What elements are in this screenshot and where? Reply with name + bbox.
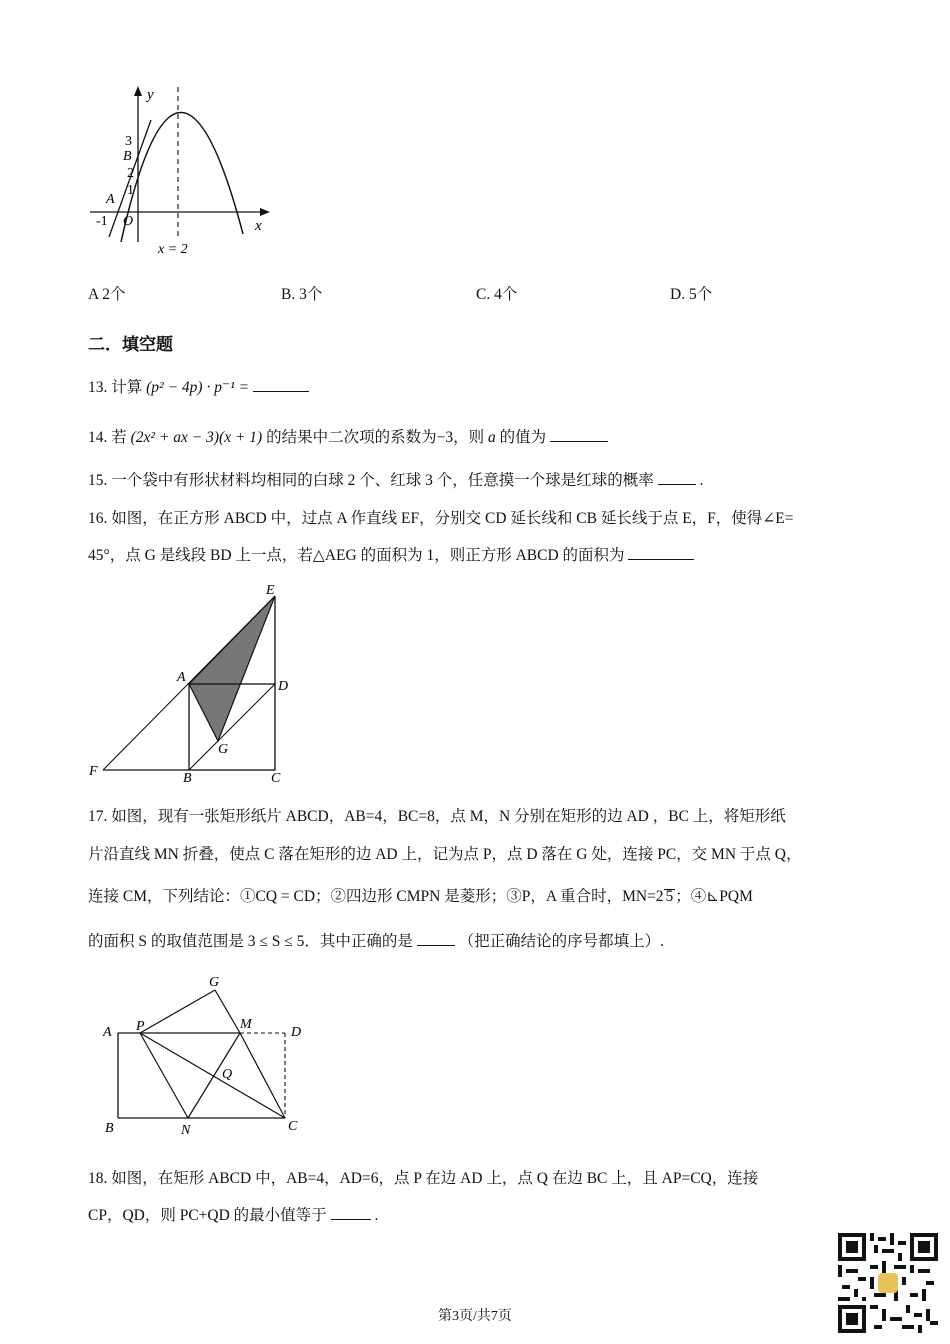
line-PC: [140, 1033, 285, 1118]
option-d: D. 5个: [670, 286, 713, 303]
q16-line-2-text: 45°，点 G 是线段 BD 上一点，若△AEG 的面积为 1，则正方形 ABCD 的面积为: [88, 547, 625, 564]
q18-answer-blank[interactable]: [331, 1205, 371, 1220]
fig17-label-D: D: [291, 1025, 302, 1040]
fig17-label-G: G: [209, 975, 220, 990]
option-b: B. 3个: [281, 286, 323, 303]
fig17-label-A: A: [103, 1025, 112, 1040]
q14-expression: (2x² + ax − 3)(x + 1): [130, 429, 263, 446]
line-NM: [188, 1033, 240, 1118]
q17-line-4b: （把正确结论的序号都填上）.: [458, 933, 665, 950]
figure-16: [85, 578, 305, 788]
fig17-label-M: M: [240, 1017, 252, 1032]
figure-17: [95, 970, 325, 1140]
label-B: B: [123, 149, 132, 164]
q17-line-3: [88, 884, 753, 906]
q16-line-2: [88, 543, 694, 565]
fig16-label-A: A: [177, 670, 186, 685]
q17-sqrt-5: 5: [665, 888, 674, 905]
q18-line-2a: CP，QD，则 PC+QD 的最小值等于: [88, 1207, 327, 1224]
q13-answer-blank[interactable]: [253, 377, 309, 392]
y-label: y: [147, 87, 154, 103]
line-PN: [140, 1033, 188, 1118]
q15-answer-blank[interactable]: [658, 470, 696, 485]
q17-line-3a: 连接 CM，下列结论：①CQ = CD；②四边形 CMPN 是菱形；③P，A 重合时，MN=2: [88, 888, 664, 905]
fig17-label-Q: Q: [222, 1067, 233, 1082]
y-axis-arrow: [134, 86, 142, 96]
fig17-label-B: B: [105, 1121, 114, 1136]
option-c: C. 4个: [476, 286, 518, 303]
q15-text: 15. 一个袋中有形状材料均相同的白球 2 个、红球 3 个，任意摸一个球是红球的概率: [88, 472, 654, 489]
tick-1: 1: [127, 183, 134, 198]
label-O: O: [123, 214, 134, 229]
x-label: x: [255, 218, 262, 234]
q14-answer-blank[interactable]: [550, 427, 608, 442]
q14-variable: a: [487, 429, 496, 446]
parabola-graph: [85, 82, 285, 262]
q18-line-2b: .: [374, 1207, 379, 1224]
fig16-label-G: G: [218, 742, 229, 757]
q16-answer-blank[interactable]: [628, 545, 694, 560]
fig16-label-E: E: [266, 583, 275, 598]
q13-expression: (p² − 4p) · p⁻¹ =: [146, 379, 250, 396]
question-13: [88, 375, 309, 397]
fig17-label-P: P: [136, 1019, 145, 1034]
fig17-label-C: C: [288, 1119, 298, 1134]
question-15: [88, 468, 703, 490]
q14-prefix: 14. 若: [88, 429, 127, 446]
line-PG: [140, 990, 215, 1033]
q14-suffix: 的值为: [499, 429, 547, 446]
q15-end: .: [699, 472, 704, 489]
option-a: A 2个: [88, 286, 126, 303]
parabola-curve: [121, 112, 243, 242]
question-14: [88, 425, 608, 447]
q16-line-1: 16. 如图，在正方形 ABCD 中，过点 A 作直线 EF，分别交 CD 延长线和 CB 延长线于点 E，F，使得∠E=: [88, 510, 794, 527]
tick-neg1: -1: [96, 214, 108, 229]
q17-line-1: 17. 如图，现有一张矩形纸片 ABCD，AB=4，BC=8，点 M，N 分别在矩形的边 AD ，BC 上，将矩形纸: [88, 808, 786, 825]
axis-caption: x = 2: [158, 242, 188, 257]
tick-3: 3: [125, 134, 132, 149]
fig16-label-C: C: [271, 771, 281, 786]
fig16-label-F: F: [89, 764, 98, 779]
q17-line-4a: 的面积 S 的取值范围是 3 ≤ S ≤ 5．其中正确的是: [88, 933, 413, 950]
triangle-AEG: [189, 596, 275, 741]
q17-line-4: [88, 929, 664, 951]
q18-line-1: 18. 如图，在矩形 ABCD 中，AB=4，AD=6，点 P 在边 AD 上，点 Q 在边 BC 上，且 AP=CQ，连接: [88, 1170, 759, 1187]
q14-middle: 的结果中二次项的系数为−3，则: [266, 429, 485, 446]
x-axis-arrow: [260, 208, 270, 216]
fig16-label-D: D: [278, 679, 289, 694]
fig16-label-B: B: [183, 771, 192, 786]
section-title: 二．填空题: [88, 335, 173, 355]
tick-2: 2: [127, 166, 134, 181]
q13-prefix: 13. 计算: [88, 379, 143, 396]
line-GM: [215, 990, 240, 1033]
q17-line-2: 片沿直线 MN 折叠，使点 C 落在矩形的边 AD 上，记为点 P，点 D 落在 G 处，连接 PC，交 MN 于点 Q，: [88, 846, 802, 863]
qr-logo: [878, 1273, 898, 1293]
label-A: A: [106, 192, 115, 207]
q17-line-3c: ；④⊾PQM: [675, 888, 753, 905]
fig17-label-N: N: [181, 1123, 191, 1138]
q17-answer-blank[interactable]: [417, 931, 455, 946]
page-footer: 第3页/共7页: [438, 1309, 512, 1324]
q18-line-2: [88, 1203, 378, 1225]
